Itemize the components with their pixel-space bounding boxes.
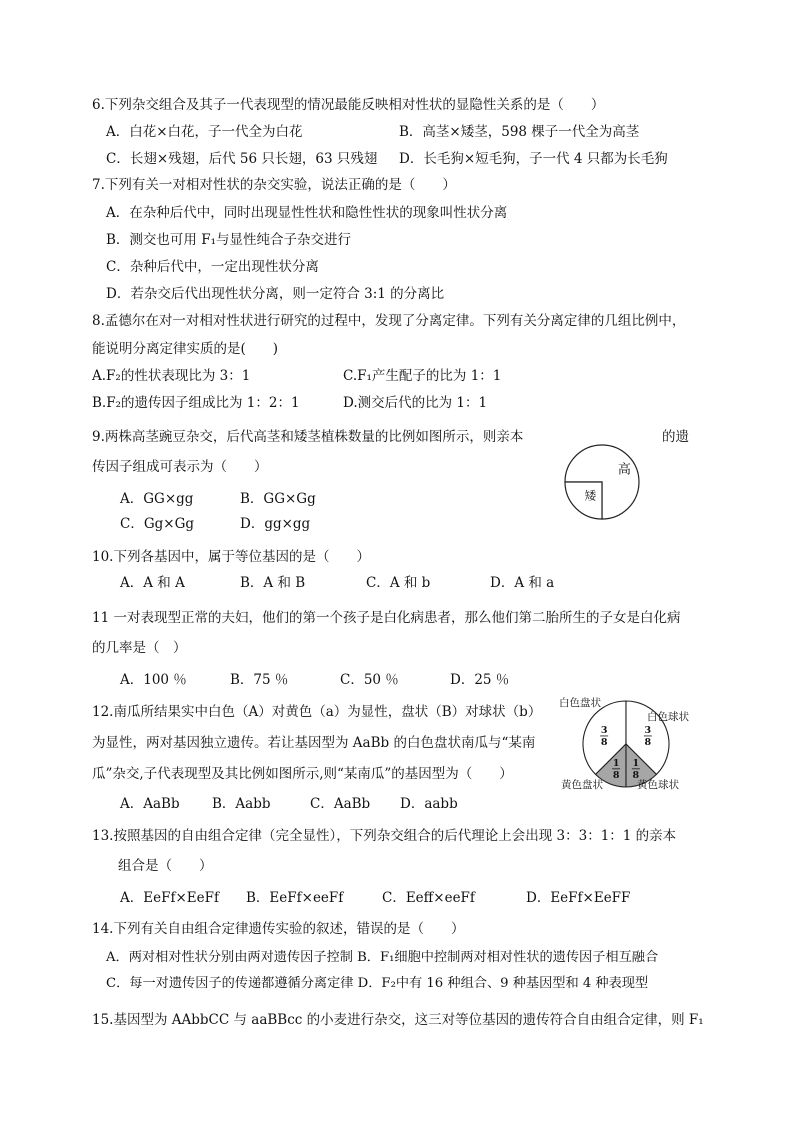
q13-stem-line2: 组合是（ ） [118,858,213,874]
q9-option-a[interactable]: A．GG×gg [120,491,194,507]
q12-option-a[interactable]: A．AaBb [120,796,180,812]
q15-stem: 15.基因型为 AAbbCC 与 aaBBcc 的小麦进行杂交，这三对等位基因的遗传符合自由组合定律，则 F₁ [92,1012,704,1028]
q9-option-d[interactable]: D．gg×gg [240,516,311,532]
q6-stem: 6.下列杂交组合及其子一代表现型的情况最能反映相对性状的显隐性关系的是（ ） [92,97,605,113]
q7-option-d[interactable]: D．若杂交后代出现性状分离，则一定符合 3:1 的分离比 [106,286,445,302]
pie-label-yellow-ball: 黄色球状 [637,779,679,791]
q10-option-a[interactable]: A．A 和 A [120,575,185,591]
q12-stem-line2: 为显性，两对基因独立遗传。若让基因型为 AaBb 的白色盘状南瓜与“某南 [92,735,536,751]
q14-stem: 14.下列有关自由组合定律遗传实验的叙述，错误的是（ ） [92,921,465,937]
q11-stem-line2: 的几率是（ ） [92,640,187,656]
fraction-yellow-ball [632,758,640,781]
q11-option-d[interactable]: D．25 ％ [450,672,510,688]
q12-option-d[interactable]: D．aabb [400,796,458,812]
q14-option-cd[interactable]: C．每一对遗传因子的传递都遵循分离定律 D．F₂中有 16 种组合、9 种基因型和 4 种表现型 [106,976,649,991]
fraction-white-disc [600,725,608,748]
q7-stem: 7.下列有关一对相对性状的杂交实验，说法正确的是（ ） [92,177,456,193]
q8-stem-line1: 8.孟德尔在对一对相对性状进行研究的过程中，发现了分离定律。下列有关分离定律的几组比例中， [92,313,686,329]
svg-text:3: 3 [600,724,608,736]
pie-label-yellow-disc: 黄色盘状 [561,779,603,791]
q9-stem-line1-end: 的遗 [662,429,689,445]
q11-option-b[interactable]: B．75 ％ [230,672,289,688]
q12-option-b[interactable]: B．Aabb [212,796,271,812]
q10-option-c[interactable]: C．A 和 b [366,575,431,591]
q12-stem-line1: 12.南瓜所结果实中白色（A）对黄色（a）为显性，盘状（B）对球状（b） [92,704,542,720]
q9-pie-chart [556,444,670,524]
q8-option-d[interactable]: D.测交后代的比为 1：1 [343,395,488,411]
q11-stem-line1: 11 一对表现型正常的夫妇，他们的第一个孩子是白化病患者，那么他们第二胎所生的子女是白化病 [92,610,681,626]
q13-option-b[interactable]: B．EeFf×eeFf [246,890,344,906]
svg-text:8: 8 [612,769,620,781]
q8-option-c[interactable]: C.F₁产生配子的比为 1：1 [343,368,502,384]
q6-option-a[interactable]: A．白花×白花，子一代全为白花 [106,124,303,140]
q10-option-d[interactable]: D．A 和 a [490,575,555,591]
pie-label-tall: 高 [617,462,631,478]
q11-option-a[interactable]: A．100 ％ [120,672,187,688]
svg-text:3: 3 [644,724,652,736]
svg-text:8: 8 [644,736,652,748]
q9-stem-line1: 9.两株高茎豌豆杂交，后代高茎和矮茎植株数量的比例如图所示，则亲本 [92,429,524,445]
q9-option-b[interactable]: B．GG×Gg [240,491,316,507]
fraction-yellow-disc [612,758,620,781]
q12-option-c[interactable]: C．AaBb [310,796,371,812]
pie-label-white-disc: 白色盘状 [559,697,601,709]
svg-text:1: 1 [632,757,640,769]
pie-label-short: 矮 [584,488,597,503]
q13-option-d[interactable]: D．EeFf×EeFF [526,890,631,906]
fraction-white-ball [644,725,652,748]
q6-option-d[interactable]: D．长毛狗×短毛狗，子一代 4 只都为长毛狗 [399,151,668,167]
q13-stem-line1: 13.按照基因的自由组合定律（完全显性），下列杂交组合的后代理论上会出现 3：3：1：1 的亲本 [92,828,677,844]
q11-option-c[interactable]: C．50 ％ [340,672,399,688]
q9-stem-line2: 传因子组成可表示为（ ） [92,459,268,475]
q12-pie-chart [554,694,704,794]
svg-text:8: 8 [600,736,608,748]
q9-option-c[interactable]: C．Gg×Gg [120,516,194,532]
q10-option-b[interactable]: B．A 和 B [240,575,306,591]
q6-option-c[interactable]: C．长翅×残翅，后代 56 只长翅，63 只残翅 [106,151,378,167]
q13-option-a[interactable]: A．EeFf×EeFf [120,890,219,906]
pie-label-white-ball: 白色球状 [647,711,689,723]
q7-option-a[interactable]: A．在杂种后代中，同时出现显性性状和隐性性状的现象叫性状分离 [106,205,508,221]
q8-option-b[interactable]: B.F₂的遗传因子组成比为 1：2：1 [92,395,300,411]
svg-text:8: 8 [632,769,640,781]
q14-option-ab[interactable]: A．两对相对性状分别由两对遗传因子控制 B．F₁细胞中控制两对相对性状的遗传因子相互融合 [106,950,659,965]
q10-stem: 10.下列各基因中，属于等位基因的是（ ） [92,549,370,565]
q13-option-c[interactable]: C．Eeff×eeFf [382,890,475,906]
q6-option-b[interactable]: B．高茎×矮茎，598 棵子一代全为高茎 [399,124,640,140]
q7-option-c[interactable]: C．杂种后代中，一定出现性状分离 [106,259,319,275]
q8-stem-line2: 能说明分离定律实质的是( ) [92,341,279,357]
pie-slice-short [565,482,602,519]
svg-text:1: 1 [612,757,620,769]
q12-stem-line3: 瓜”杂交,子代表现型及其比例如图所示,则“某南瓜”的基因型为（ ） [92,766,513,782]
q8-option-a[interactable]: A.F₂的性状表现比为 3：1 [92,368,251,384]
q7-option-b[interactable]: B．测交也可用 F₁与显性纯合子杂交进行 [106,232,351,248]
